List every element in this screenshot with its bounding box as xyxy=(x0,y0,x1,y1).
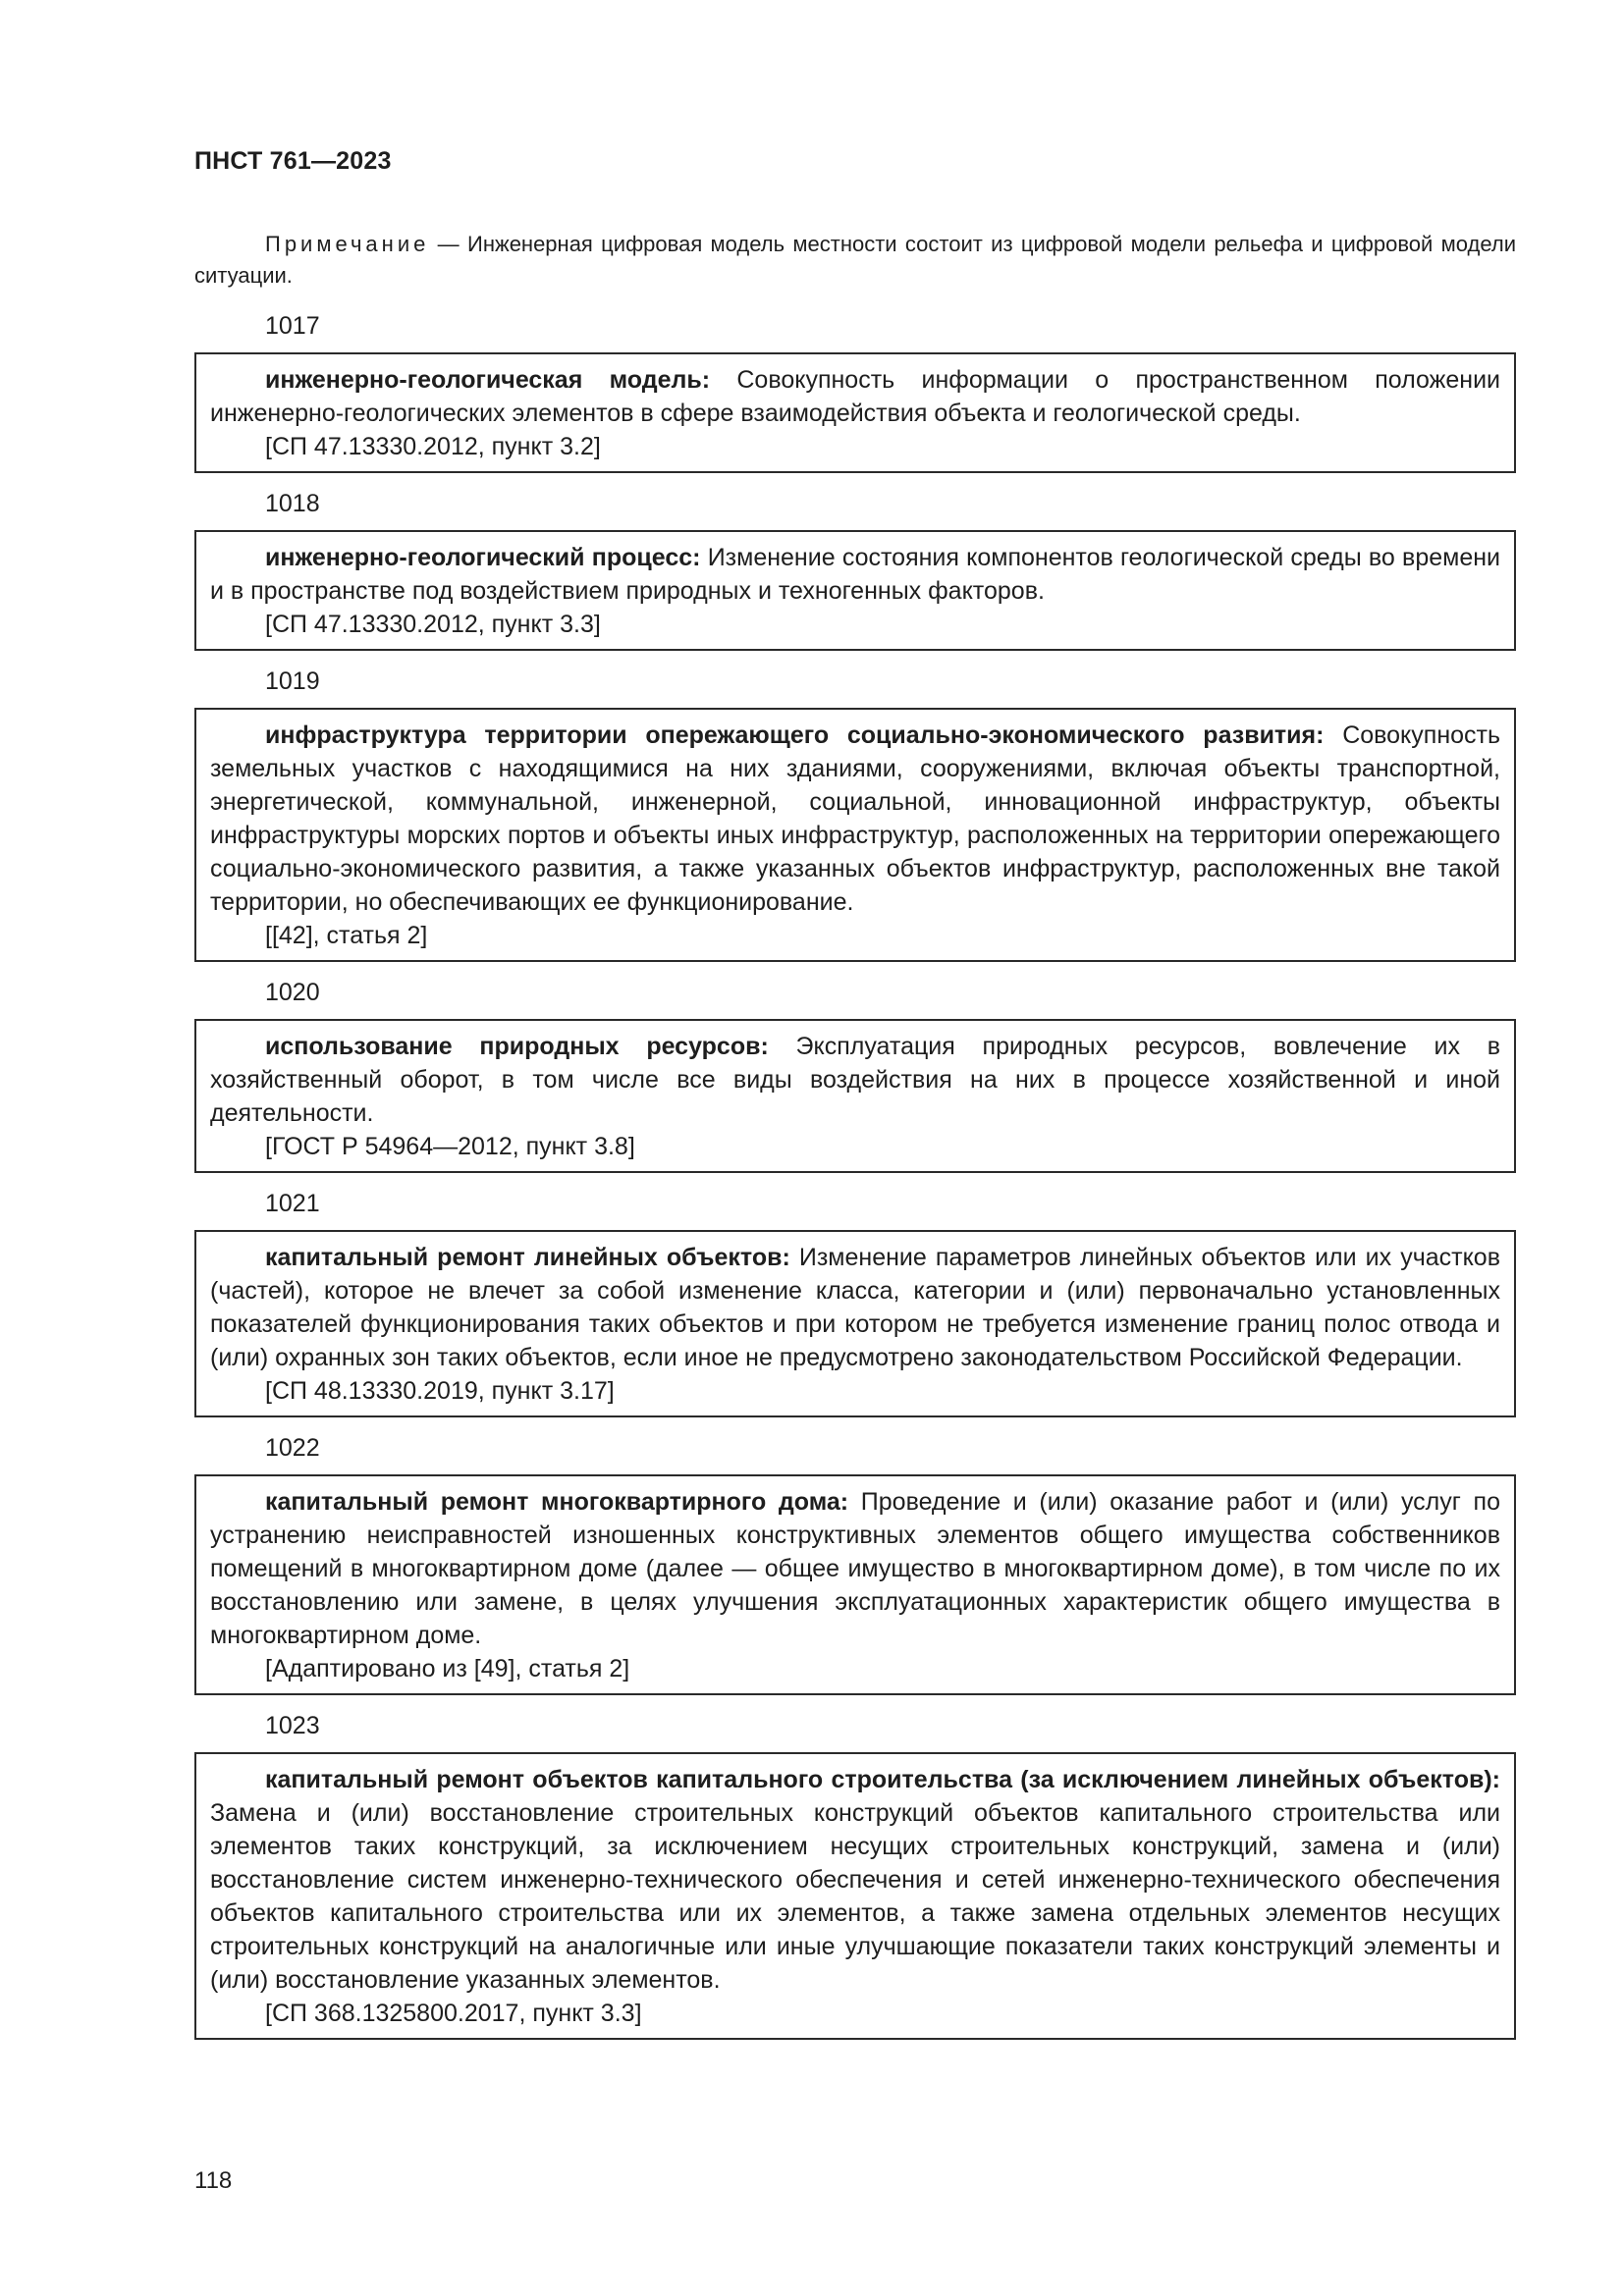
term-definition-text: Эксплуатация природных ресурсов, вовлечение их в хозяйственный оборот, в том числе все виды воздействия на них в процессе хозяйственной и иной деятельности. xyxy=(210,1033,1500,1127)
term-entry xyxy=(194,1474,1516,1695)
term-entry xyxy=(194,1019,1516,1173)
term-name: инженерно-геологическая модель: xyxy=(265,366,711,394)
term-entry xyxy=(194,1752,1516,2040)
term-entry xyxy=(194,352,1516,473)
term-entry xyxy=(194,530,1516,651)
term-source: [СП 47.13330.2012, пункт 3.3] xyxy=(265,611,601,638)
term-definition xyxy=(210,1763,1500,1997)
term-source: [Адаптировано из [49], статья 2] xyxy=(265,1655,630,1682)
term-definition-text: Совокупность информации о пространственном положении инженерно-геологических элементов в сфере взаимодействия объекта и геологической среды. xyxy=(210,366,1500,427)
document-header: ПНСТ 761—2023 xyxy=(194,147,392,175)
term-number: 1019 xyxy=(265,667,320,695)
term-source: [СП 368.1325800.2017, пункт 3.3] xyxy=(265,2000,642,2027)
term-number: 1022 xyxy=(265,1434,320,1462)
term-name: использование природных ресурсов: xyxy=(265,1033,769,1060)
term-definition-text: Совокупность земельных участков с находящимися на них зданиями, сооружениями, включая объекты транспортной, энергетической, коммунальной, инженерной, социальной, инновационной инфраструктур, объекты инфраструктуры морских портов и объекты иных инфраструктур, расположенных на территории опережающего социально-экономического развития, а также указанных объектов инфраструктур, расположенных вне такой территории, но обеспечивающих ее функционирование. xyxy=(210,721,1501,916)
term-name: капитальный ремонт линейных объектов: xyxy=(265,1244,790,1271)
note-text: — Инженерная цифровая модель местности состоит из цифровой модели рельефа и цифровой модели ситуации. xyxy=(194,232,1516,288)
note-paragraph xyxy=(194,229,1516,292)
term-definition-text: Проведение и (или) оказание работ и (или) услуг по устранению неисправностей изношенных конструктивных элементов общего имущества собственников помещений в многоквартирном доме (далее — общее имущество в многоквартирном доме), в том числе по их восстановлению или замене, в целях улучшения эксплуатационных характеристик общего имущества в многоквартирном доме. xyxy=(210,1488,1500,1649)
term-name: капитальный ремонт многоквартирного дома: xyxy=(265,1488,849,1516)
note-label: Примечание xyxy=(265,232,430,256)
term-source: [[42], статья 2] xyxy=(265,922,428,949)
document-page xyxy=(194,147,1516,2054)
term-definition-text: Замена и (или) восстановление строительных конструкций объектов капитального строительства или элементов таких конструкций, за исключением несущих строительных конструкций, замена и (или) восстановление систем инженерно-технического обеспечения и сетей инженерно-технического обеспечения объектов капитального строительства или их элементов, а также замена отдельных элементов несущих строительных конструкций на аналогичные или иные улучшающие показатели таких конструкций элементы и (или) восстановление указанных элементов. xyxy=(210,1799,1500,1994)
term-entry xyxy=(194,1230,1516,1417)
term-number: 1018 xyxy=(265,490,320,517)
term-source: [ГОСТ Р 54964—2012, пункт 3.8] xyxy=(265,1133,635,1160)
term-definition xyxy=(210,1241,1500,1374)
term-number: 1020 xyxy=(265,979,320,1006)
term-entry xyxy=(194,708,1516,962)
term-source: [СП 48.13330.2019, пункт 3.17] xyxy=(265,1377,615,1405)
term-number: 1017 xyxy=(265,312,320,340)
term-source: [СП 47.13330.2012, пункт 3.2] xyxy=(265,433,601,460)
term-number: 1021 xyxy=(265,1190,320,1217)
term-name: инфраструктура территории опережающего социально-экономического развития: xyxy=(265,721,1325,749)
term-definition xyxy=(210,719,1500,919)
term-definition xyxy=(210,363,1500,430)
term-definition-text: Изменение параметров линейных объектов или их участков (частей), которое не влечет за собой изменение класса, категории и (или) первоначально установленных показателей функционирования таких объектов и при котором не требуется изменение границ полос отвода и (или) охранных зон таких объектов, если иное не предусмотрено законодательством Российской Федерации. xyxy=(210,1244,1500,1371)
term-definition xyxy=(210,541,1500,608)
term-definition xyxy=(210,1030,1500,1130)
term-definition-text: Изменение состояния компонентов геологической среды во времени и в пространстве под воздействием природных и техногенных факторов. xyxy=(210,544,1500,605)
term-number: 1023 xyxy=(265,1712,320,1739)
term-name: капитальный ремонт объектов капитального строительства (за исключением линейных объектов): xyxy=(265,1766,1500,1793)
page-number: 118 xyxy=(194,2167,233,2194)
term-name: инженерно-геологический процесс: xyxy=(265,544,701,571)
term-definition xyxy=(210,1485,1500,1652)
